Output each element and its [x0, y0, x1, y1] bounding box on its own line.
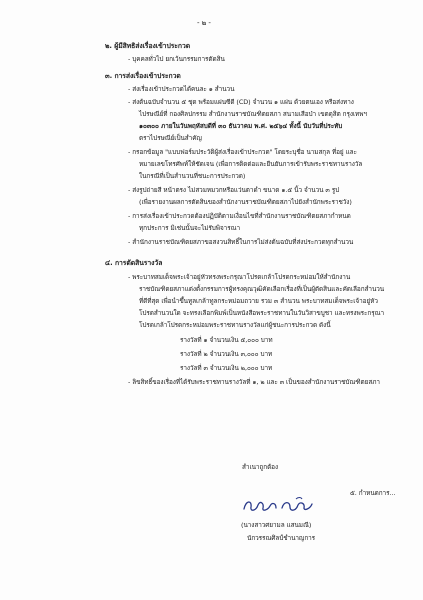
- award-1: รางวัลที่ ๑ จำนวนเงิน ๕,๐๐๐ บาท: [180, 336, 273, 344]
- award-3: รางวัลที่ ๓ จำนวนเงิน ๒,๐๐๐ บาท: [180, 364, 273, 372]
- section-4-line: - พระบาทสมเด็จพระเจ้าอยู่หัวทรงพระกรุณาโปรดเกล้าโปรดกระหม่อมให้สำนักงาน: [128, 273, 351, 281]
- section-3-line: (เพื่อรายงานผลการตัดสินของสำนักงานราชบัณฑิตยสภาไปยังสำนักพระราชวัง): [139, 198, 352, 206]
- signer-title: นักวรรณศิลป์ชำนาญการ: [247, 534, 316, 542]
- section-3-line: ทุกประการ มิเช่นนั้นจะไม่รับพิจารณา: [139, 224, 241, 232]
- next-page-note: ๕. กำหนดการ...: [350, 489, 396, 497]
- section-3-deadline: ๑๐๓๐๐ ภายในวันพฤหัสบดีที่ ๓๐ ธันวาคม พ.ศ. ๒๕๖๔ ทั้งนี้ นับวันที่ประทับ: [139, 122, 343, 130]
- section-3-title: ๓. การส่งเรื่องเข้าประกวด: [105, 72, 181, 80]
- handwritten-signature: [238, 494, 320, 516]
- section-4-line: โปรดเกล้าโปรดกระหม่อมพระราชทานรางวัลแก่ผู้ชนะการประกวด ดังนี้: [139, 321, 331, 329]
- section-3-line: - ส่งต้นฉบับจำนวน ๕ ชุด พร้อมแผ่นซีดี (CD) จำนวน ๑ แผ่น ด้วยตนเอง หรือส่งทาง: [128, 98, 354, 106]
- award-2: รางวัลที่ ๒ จำนวนเงิน ๓,๐๐๐ บาท: [180, 350, 273, 358]
- section-2-line: - บุคคลทั่วไป ยกเว้นกรรมการตัดสิน: [128, 55, 225, 63]
- section-3-line: ในกรณีที่เป็นสำนวนที่ชนะการประกวด): [139, 172, 246, 180]
- section-4-line: ราชบัณฑิตยสภาแต่งตั้งกรรมการผู้ทรงคุณวุฒิคัดเลือกเรื่องที่เป็นผู้ตัดสินและคัดเลือกสำนวน: [139, 285, 385, 293]
- section-3-line: - กรอกข้อมูล "แบบฟอร์มประวัติผู้ส่งเรื่องเข้าประกวด" โดยระบุชื่อ นามสกุล ที่อยู่ และ: [128, 148, 357, 156]
- section-3-line: - ส่งเรื่องเข้าประกวดได้คนละ ๑ สำนวน: [128, 85, 235, 93]
- section-4-line: โปรดสำนวนใด จะทรงเลือกพิมพ์เป็นหนังสือพระราชทานในวันวิสาขบูชา และทรงพระกรุณา: [139, 309, 385, 317]
- section-3-line: ไปรษณีย์ที่ กองศิลปกรรม สำนักงานราชบัณฑิตยสภา สนามเสือป่า เขตดุสิต กรุงเทพฯ: [139, 110, 367, 118]
- section-2-title: ๒. ผู้มีสิทธิส่งเรื่องเข้าประกวด: [105, 42, 191, 50]
- section-3-line: - สำนักงานราชบัณฑิตยสภาขอสงวนสิทธิ์ในการไม่ส่งต้นฉบับที่ส่งประกวดทุกสำนวน: [128, 238, 354, 246]
- section-4-title: ๔. การตัดสินรางวัล: [105, 259, 163, 267]
- certified-copy-label: สำเนาถูกต้อง: [242, 463, 279, 471]
- section-3-line: หมายเลขโทรศัพท์ให้ชัดเจน (เพื่อการติดต่อและยืนยันการเข้ารับพระราชทานรางวัล: [139, 160, 363, 168]
- copyright-note: - ลิขสิทธิ์ของเรื่องที่ได้รับพระราชทานรางวัลที่ ๑, ๒ และ ๓ เป็นของสำนักงานราชบัณฑิตยสภา: [128, 378, 380, 386]
- section-4-line: ที่ดีที่สุด เพื่อนำขึ้นทูลเกล้าทูลกระหม่อมถวาย รวม ๓ สำนวน พระบาทสมเด็จพระเจ้าอยู่หัว: [139, 297, 378, 305]
- section-3-line: - การส่งเรื่องเข้าประกวดต้องปฏิบัติตามเงื่อนไขที่สำนักงานราชบัณฑิตยสภากำหนด: [128, 212, 351, 220]
- section-3-line: - ส่งรูปถ่ายสี หน้าตรง ไม่สวมหมวกหรือแว่นตาดำ ขนาด ๑.๕ นิ้ว จำนวน ๓ รูป: [128, 186, 340, 194]
- signer-name: (นางสาวศยามล แสนมณี): [241, 521, 312, 529]
- page-number: - ๒ -: [197, 19, 211, 27]
- section-3-line: ตราไปรษณีย์เป็นสำคัญ: [139, 134, 202, 142]
